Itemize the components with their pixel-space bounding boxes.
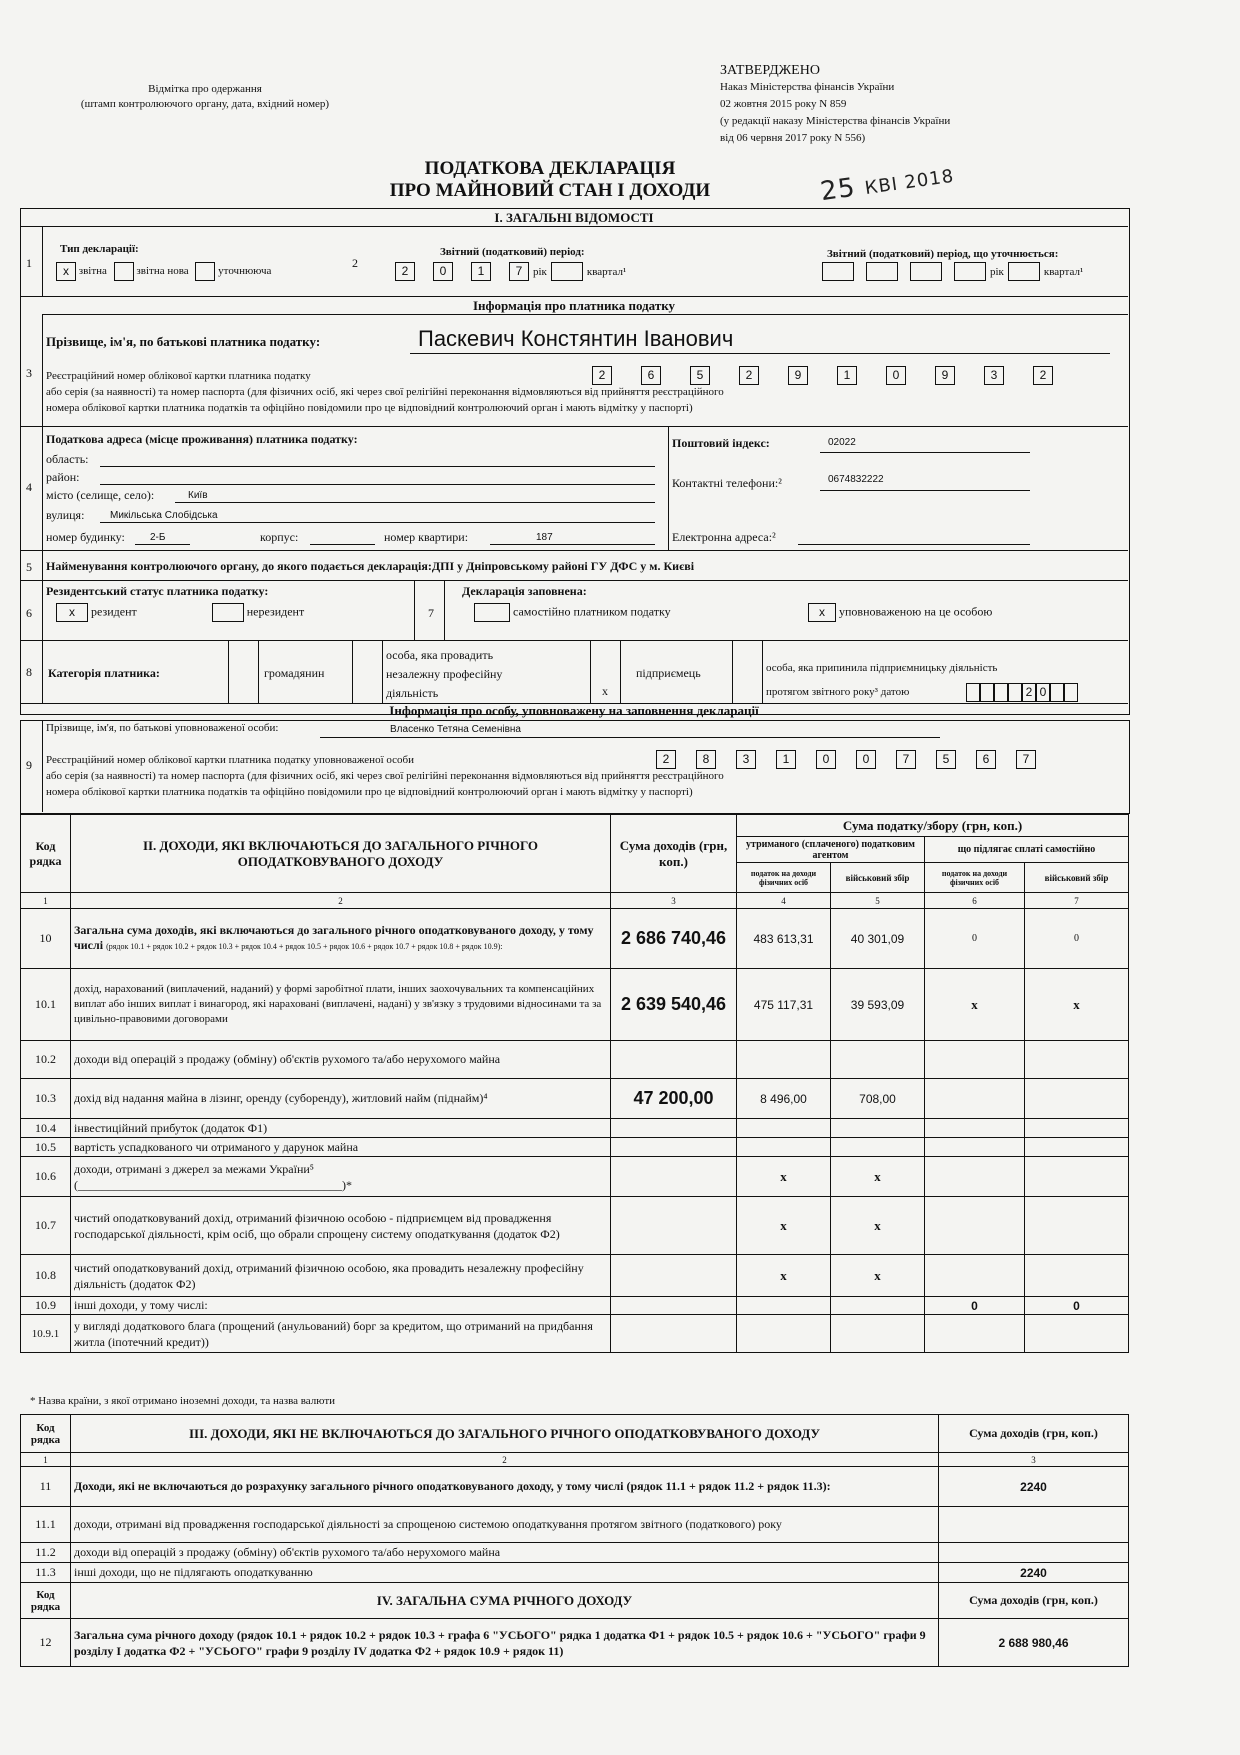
withheld-military-value[interactable]: 40 301,09 xyxy=(831,909,925,969)
withheld-military-value[interactable] xyxy=(831,1119,925,1138)
table-row xyxy=(21,1197,1129,1255)
row-number: 9 xyxy=(26,758,32,772)
column-number: 6 xyxy=(925,893,1025,909)
income-sum[interactable]: 47 200,00 xyxy=(611,1079,737,1119)
resident-checkbox[interactable]: х xyxy=(56,603,88,622)
withheld-pdfo-value[interactable]: 8 496,00 xyxy=(737,1079,831,1119)
row-number: 4 xyxy=(26,480,32,494)
row-text: чистий оподатковуваний дохід, отриманий фізичною особою - підприємцем від провадження господарської діяльності, крім осіб, що обрали спрощену систему оподаткування (додаток Ф2) xyxy=(71,1197,611,1255)
row-text: доходи, отримані від провадження господарської діяльності за спрощеною системою оподаткування протягом звітного (податкового) року xyxy=(71,1507,939,1543)
city-value[interactable]: Київ xyxy=(188,490,208,501)
nonresident-label: нерезидент xyxy=(246,604,305,619)
reg-digit-box[interactable]: 9 xyxy=(788,366,808,385)
reg-label-line: номера облікової картки платника податків та офіційно повідомили про це відповідний контролюючий орган і мають відмітку у паспорті) xyxy=(46,786,693,798)
row-code: 10.1 xyxy=(21,969,71,1041)
row-number: 1 xyxy=(26,256,32,270)
authorized-filled-option xyxy=(808,603,992,622)
income-sum[interactable] xyxy=(611,1197,737,1255)
self-military-value[interactable] xyxy=(1025,1157,1129,1197)
table-row xyxy=(21,1563,1129,1583)
self-pdfo-value[interactable]: 0 xyxy=(925,1297,1025,1315)
quarter-box[interactable] xyxy=(551,262,583,281)
row-note: (рядок 10.1 + рядок 10.2 + рядок 10.3 + рядок 10.4 + рядок 10.5 + рядок 10.6 + рядок 10.7 + рядок 10.8 + рядок 10.9): xyxy=(106,942,503,951)
reg-digit-box[interactable]: 2 xyxy=(592,366,612,385)
representative-reg-label xyxy=(46,752,724,800)
self-military-value[interactable]: 0 xyxy=(1025,1297,1129,1315)
approval-block xyxy=(720,62,950,147)
income-sum[interactable]: 2240 xyxy=(939,1467,1129,1507)
payer-info-title: Інформація про платника податку xyxy=(472,298,676,313)
withheld-pdfo-value[interactable]: х xyxy=(737,1197,831,1255)
reg-digit-box[interactable]: 0 xyxy=(856,750,876,769)
city-label: місто (селище, село): xyxy=(46,488,155,502)
row-description xyxy=(71,1157,611,1197)
row-code: 10.5 xyxy=(21,1138,71,1157)
self-military-value[interactable] xyxy=(1025,1315,1129,1353)
column-number: 3 xyxy=(939,1453,1129,1467)
clarified-year-box[interactable] xyxy=(910,262,942,281)
resident-options xyxy=(56,603,304,622)
self-pdfo-value[interactable] xyxy=(925,1255,1025,1297)
ceased-date-box[interactable] xyxy=(994,683,1008,702)
ceased-date-box[interactable] xyxy=(966,683,980,702)
self-pdfo-value[interactable] xyxy=(925,1079,1025,1119)
withheld-pdfo-value[interactable]: х xyxy=(737,1255,831,1297)
income-sum-header: Сума доходів (грн, коп.) xyxy=(939,1583,1129,1619)
income-sum[interactable]: 2240 xyxy=(939,1563,1129,1583)
ceased-date-box[interactable]: 0 xyxy=(1036,683,1050,702)
row-code: 10 xyxy=(21,909,71,969)
reg-digit-box[interactable]: 1 xyxy=(837,366,857,385)
withheld-military-value[interactable] xyxy=(831,1315,925,1353)
withheld-header: утриманого (сплаченого) податковим агентом xyxy=(737,837,925,863)
category-label: Категорія платника: xyxy=(48,666,160,680)
withheld-military-header: військовий збір xyxy=(831,863,925,893)
column-number: 1 xyxy=(21,1453,71,1467)
income-sum[interactable]: 2 639 540,46 xyxy=(611,969,737,1041)
received-date-stamp xyxy=(819,159,956,207)
row-code: 11 xyxy=(21,1467,71,1507)
apartment-value[interactable]: 187 xyxy=(536,532,553,543)
column-number: 3 xyxy=(611,893,737,909)
row-number: 5 xyxy=(26,560,32,574)
clarified-year-box[interactable] xyxy=(866,262,898,281)
table-row xyxy=(21,969,1129,1041)
document-title xyxy=(330,158,770,202)
section-3-title: III. ДОХОДИ, ЯКІ НЕ ВКЛЮЧАЮТЬСЯ ДО ЗАГАЛЬНОГО РІЧНОГО ОПОДАТКОВУВАНОГО ДОХОДУ xyxy=(71,1415,939,1453)
region-label: область: xyxy=(46,452,89,466)
row-text: доходи, отримані з джерел за межами України⁵ xyxy=(74,1161,314,1176)
row-text: інші доходи, у тому числі: xyxy=(71,1297,611,1315)
withheld-military-value[interactable]: 708,00 xyxy=(831,1079,925,1119)
withheld-pdfo-value[interactable]: х xyxy=(737,1157,831,1197)
code-header: Код рядка xyxy=(21,1415,71,1453)
payer-name-label: Прізвище, ім'я, по батькові платника податку: xyxy=(46,334,321,349)
column-number: 5 xyxy=(831,893,925,909)
row-text: доходи від операцій з продажу (обміну) об'єктів рухомого та/або нерухомого майна xyxy=(71,1041,611,1079)
self-pdfo-value[interactable] xyxy=(925,1197,1025,1255)
income-sum[interactable] xyxy=(611,1041,737,1079)
reg-digit-box[interactable]: 6 xyxy=(976,750,996,769)
reg-digit-box[interactable]: 2 xyxy=(739,366,759,385)
reg-label-line: або серія (за наявності) та номер паспорта (для фізичних осіб, які через свої релігійні переконання відмовляються від прийняття реєстраційного xyxy=(46,386,724,398)
self-pdfo-value[interactable]: 0 xyxy=(925,909,1025,969)
reg-digit-box[interactable]: 7 xyxy=(896,750,916,769)
self-pdfo-value[interactable] xyxy=(925,1138,1025,1157)
phone-label: Контактні телефони:² xyxy=(672,476,782,490)
stamp-note-line: Відмітка про одержання xyxy=(148,83,262,95)
table-row xyxy=(21,1315,1129,1353)
self-pay-header: що підлягає сплаті самостійно xyxy=(925,837,1129,863)
table-row xyxy=(21,1157,1129,1197)
income-sum[interactable] xyxy=(939,1507,1129,1543)
reg-digit-box[interactable]: 2 xyxy=(1033,366,1053,385)
reg-label-line: або серія (за наявності) та номер паспорта (для фізичних осіб, які через свої релігійні переконання відмовляються від прийняття реєстраційного xyxy=(46,770,724,782)
row-description xyxy=(71,909,611,969)
self-military-value[interactable]: 0 xyxy=(1025,909,1129,969)
order-line: (у редакції наказу Міністерства фінансів України xyxy=(720,115,951,127)
quarter-label: квартал¹ xyxy=(586,266,627,279)
tax-sum-header: Сума податку/збору (грн, коп.) xyxy=(737,815,1129,837)
row-code: 10.9.1 xyxy=(21,1315,71,1353)
row-text: доходи від операцій з продажу (обміну) об'єктів рухомого та/або нерухомого майна xyxy=(71,1543,939,1563)
code-header: Код рядка xyxy=(21,1583,71,1619)
reg-label-line: Реєстраційний номер облікової картки платника податку xyxy=(46,370,311,382)
declaration-type-label: Тип декларації: xyxy=(60,243,139,255)
row-code: 12 xyxy=(21,1619,71,1667)
self-military-value[interactable] xyxy=(1025,1041,1129,1079)
received-month-year: КВІ 2018 xyxy=(863,165,956,200)
ceased-date-box[interactable] xyxy=(1008,683,1022,702)
table-row xyxy=(21,1297,1129,1315)
row-text: дохід, нарахований (виплачений, наданий) у формі заробітної плати, інших заохочувальних та компенсаційних виплат або інших виплат і винагород, які нараховані (виплачені, надані) у зв'язку з трудовими відносинами та за цивільно-правовими договорами xyxy=(71,969,611,1041)
approved-label: ЗАТВЕРДЖЕНО xyxy=(720,63,820,78)
stamp-note-line: (штамп контролюючого органу, дата, вхідний номер) xyxy=(80,98,330,110)
total-annual-income[interactable]: 2 688 980,46 xyxy=(939,1619,1129,1667)
row-number: 7 xyxy=(428,606,434,620)
foreign-income-footnote: * Назва країни, з якої отримано іноземні доходи, та назва валюти xyxy=(30,1395,336,1407)
order-line: від 06 червня 2017 року N 556) xyxy=(720,132,866,144)
row-text: вартість успадкованого чи отриманого у дарунок майна xyxy=(71,1138,611,1157)
withheld-pdfo-value[interactable] xyxy=(737,1138,831,1157)
clarified-period-label: Звітний (податковий) період, що уточнюється: xyxy=(827,248,1059,260)
self-pdfo-value[interactable] xyxy=(925,1315,1025,1353)
row-text: Загальна сума річного доходу (рядок 10.1 + рядок 10.2 + рядок 10.3 + графа 6 "УСЬОГО" рядка 1 додатка Ф1 + рядок 10.5 + рядок 10.6 + "УСЬОГО" графи 9 розділу I додатка Ф2 + "УСЬОГО" графи 9 розділу IV додатка Ф2 + рядок 10.9 + рядок 11) xyxy=(71,1619,939,1667)
resident-label: резидент xyxy=(91,604,137,619)
withheld-military-value[interactable]: х xyxy=(831,1255,925,1297)
reporting-period-label: Звітний (податковий) період: xyxy=(440,246,585,258)
row-code: 11.1 xyxy=(21,1507,71,1543)
clarified-year-box[interactable] xyxy=(954,262,986,281)
income-sum-header: Сума доходів (грн, коп.) xyxy=(611,815,737,893)
ceased-activity-label: особа, яка припинила підприємницьку діяльність xyxy=(766,662,998,674)
row-code: 10.4 xyxy=(21,1119,71,1138)
withheld-military-value[interactable]: х xyxy=(831,1197,925,1255)
reporting-year-boxes xyxy=(395,262,626,281)
district-label: район: xyxy=(46,470,80,484)
income-sum[interactable] xyxy=(611,1138,737,1157)
year-label: рік xyxy=(533,266,547,279)
authority-value[interactable]: ДПІ у Дніпровському районі ГУ ДФС у м. Києві xyxy=(431,559,695,573)
self-pdfo-value[interactable] xyxy=(925,1041,1025,1079)
representative-reg-boxes xyxy=(656,750,1036,769)
representative-name-label: Прізвище, ім'я, по батькові уповноваженої особи: xyxy=(46,722,279,734)
section-3-table xyxy=(20,1414,1129,1667)
row-text: інші доходи, що не підлягають оподаткуванню xyxy=(71,1563,939,1583)
row-text: інвестиційний прибуток (додаток Ф1) xyxy=(71,1119,611,1138)
self-pdfo-value[interactable]: х xyxy=(925,969,1025,1041)
row-number: 8 xyxy=(26,665,32,679)
row-text: Доходи, які не включаються до розрахунку загального річного оподатковуваного доходу, у тому числі (рядок 11.1 + рядок 11.2 + рядок 11.3): xyxy=(71,1467,939,1507)
clarified-year-boxes xyxy=(822,262,1083,281)
street-label: вулиця: xyxy=(46,508,85,522)
ceased-date-box[interactable] xyxy=(1050,683,1064,702)
table-row xyxy=(21,1619,1129,1667)
withheld-military-value[interactable] xyxy=(831,1138,925,1157)
email-label: Електронна адреса:² xyxy=(672,530,776,544)
reg-digit-box[interactable]: 0 xyxy=(886,366,906,385)
withheld-pdfo-value[interactable]: 475 117,31 xyxy=(737,969,831,1041)
code-header: Код рядка xyxy=(21,815,71,893)
reg-digit-box[interactable]: 6 xyxy=(641,366,661,385)
declaration-type-options xyxy=(56,262,271,281)
withheld-military-value[interactable] xyxy=(831,1041,925,1079)
reg-digit-box[interactable]: 0 xyxy=(816,750,836,769)
self-filled-checkbox[interactable] xyxy=(474,603,510,622)
self-military-value[interactable]: х xyxy=(1025,969,1129,1041)
type-report-label: звітна xyxy=(78,265,107,278)
column-number: 2 xyxy=(71,893,611,909)
column-numbers-row xyxy=(21,1453,1129,1467)
self-military-value[interactable] xyxy=(1025,1138,1129,1157)
section-4-title: IV. ЗАГАЛЬНА СУМА РІЧНОГО ДОХОДУ xyxy=(71,1583,939,1619)
self-military-value[interactable] xyxy=(1025,1197,1129,1255)
self-filled-label: самостійно платником податку xyxy=(513,604,671,619)
order-line: Наказ Міністерства фінансів України xyxy=(720,81,895,93)
income-sum[interactable]: 2 686 740,46 xyxy=(611,909,737,969)
payer-name-value[interactable]: Паскевич Констянтин Іванович xyxy=(418,326,734,351)
reg-digit-box[interactable]: 5 xyxy=(936,750,956,769)
ceased-date-box[interactable] xyxy=(980,683,994,702)
row-note: (____________________________________________)* xyxy=(74,1177,352,1192)
section-2-title: II. ДОХОДИ, ЯКІ ВКЛЮЧАЮТЬСЯ ДО ЗАГАЛЬНОГО РІЧНОГО ОПОДАТКОВУВАНОГО ДОХОДУ xyxy=(71,815,611,893)
row-number: 2 xyxy=(352,256,358,270)
withheld-pdfo-value[interactable] xyxy=(737,1315,831,1353)
withheld-military-value[interactable] xyxy=(831,1297,925,1315)
authorized-filled-checkbox[interactable]: х xyxy=(808,603,836,622)
table-row xyxy=(21,1119,1129,1138)
row-number: 6 xyxy=(26,606,32,620)
postal-code-value[interactable]: 02022 xyxy=(828,437,856,448)
income-sum[interactable] xyxy=(939,1543,1129,1563)
column-number: 7 xyxy=(1025,893,1129,909)
income-sum[interactable] xyxy=(611,1255,737,1297)
quarter-label: квартал¹ xyxy=(1043,266,1084,279)
column-number: 2 xyxy=(71,1453,939,1467)
row-code: 10.9 xyxy=(21,1297,71,1315)
reg-digit-box[interactable]: 3 xyxy=(736,750,756,769)
representative-info-title: Інформація про особу, уповноважену на заповнення декларації xyxy=(389,703,759,718)
withheld-pdfo-value[interactable] xyxy=(737,1119,831,1138)
ceased-date-label: протягом звітного року³ датою xyxy=(766,686,910,698)
authorized-filled-label: уповноваженою на це особою xyxy=(839,604,993,619)
self-military-value[interactable] xyxy=(1025,1255,1129,1297)
row-number: 3 xyxy=(26,366,32,380)
table-row xyxy=(21,1079,1129,1119)
withheld-pdfo-value[interactable] xyxy=(737,1297,831,1315)
reg-digit-box[interactable]: 5 xyxy=(690,366,710,385)
withheld-pdfo-header: податок на доходи фізичних осіб xyxy=(737,863,831,893)
column-number: 4 xyxy=(737,893,831,909)
nonresident-checkbox[interactable] xyxy=(212,603,244,622)
column-number: 1 xyxy=(21,893,71,909)
section-1-title: І. ЗАГАЛЬНІ ВІДОМОСТІ xyxy=(494,210,654,225)
clarified-year-box[interactable] xyxy=(822,262,854,281)
self-pdfo-header: податок на доходи фізичних осіб xyxy=(925,863,1025,893)
table-row xyxy=(21,1138,1129,1157)
reg-digit-box[interactable]: 3 xyxy=(984,366,1004,385)
independent-activity-label: особа, яка провадить незалежну професійну діяльність xyxy=(386,648,503,700)
withheld-military-value[interactable]: х xyxy=(831,1157,925,1197)
income-sum-header: Сума доходів (грн, коп.) xyxy=(939,1415,1129,1453)
section-general-info xyxy=(20,208,1130,715)
postal-code-label: Поштовий індекс: xyxy=(672,436,770,450)
row-code: 10.8 xyxy=(21,1255,71,1297)
resident-status-label: Резидентський статус платника податку: xyxy=(46,584,269,598)
row-text: чистий оподатковуваний дохід, отриманий фізичною особою, яка провадить незалежну професійну діяльність (додаток Ф2) xyxy=(71,1255,611,1297)
row-code: 11.2 xyxy=(21,1543,71,1563)
row-code: 10.6 xyxy=(21,1157,71,1197)
phone-value[interactable]: 0674832222 xyxy=(828,474,884,485)
table-row xyxy=(21,1041,1129,1079)
order-line: 02 жовтня 2015 року N 859 xyxy=(720,98,847,110)
received-day: 25 xyxy=(818,172,858,208)
year-digit-box[interactable]: 0 xyxy=(433,262,453,281)
street-value[interactable]: Микільська Слобідська xyxy=(110,510,218,521)
clarified-quarter-box[interactable] xyxy=(1008,262,1040,281)
year-digit-box[interactable]: 7 xyxy=(509,262,529,281)
receipt-stamp-note xyxy=(50,82,360,112)
apartment-label: номер квартири: xyxy=(384,530,469,544)
self-pdfo-value[interactable] xyxy=(925,1157,1025,1197)
reg-digit-box[interactable]: 2 xyxy=(656,750,676,769)
section-2-table xyxy=(20,814,1129,1353)
self-military-value[interactable] xyxy=(1025,1119,1129,1138)
type-clarifying-checkbox[interactable] xyxy=(195,262,215,281)
reg-digit-box[interactable]: 7 xyxy=(1016,750,1036,769)
row-text: дохід від надання майна в лізинг, оренду (суборенду), житловий найм (піднайм)⁴ xyxy=(71,1079,611,1119)
title-line-1: ПОДАТКОВА ДЕКЛАРАЦІЯ xyxy=(424,158,676,179)
year-digit-box[interactable]: 1 xyxy=(471,262,491,281)
building-label: корпус: xyxy=(260,530,299,544)
reg-digit-box[interactable]: 1 xyxy=(776,750,796,769)
reg-digit-box[interactable]: 9 xyxy=(935,366,955,385)
ceased-date-boxes xyxy=(966,683,1078,702)
independent-activity-mark[interactable]: х xyxy=(602,684,608,698)
reg-label-line: Реєстраційний номер облікової картки платника податку уповноваженої особи xyxy=(46,754,415,766)
self-military-header: військовий збір xyxy=(1025,863,1129,893)
title-line-2: ПРО МАЙНОВИЙ СТАН І ДОХОДИ xyxy=(389,180,711,201)
table-row xyxy=(21,909,1129,969)
address-label: Податкова адреса (місце проживання) платника податку: xyxy=(46,432,358,446)
withheld-pdfo-value[interactable]: 483 613,31 xyxy=(737,909,831,969)
house-value[interactable]: 2-Б xyxy=(150,532,166,543)
table-row xyxy=(21,1467,1129,1507)
type-clarifying-label: уточнююча xyxy=(218,265,272,278)
income-sum[interactable] xyxy=(611,1119,737,1138)
representative-name-value[interactable]: Власенко Тетяна Семенівна xyxy=(390,724,521,735)
citizen-label: громадянин xyxy=(264,666,325,680)
filled-by-options xyxy=(474,603,671,622)
row-text: Загальна сума доходів, які включаються до загального річного оподатковуваного доходу, у тому числі xyxy=(74,923,594,952)
ceased-date-box[interactable]: 2 xyxy=(1022,683,1036,702)
income-sum[interactable] xyxy=(611,1297,737,1315)
type-new-report-label: звітна нова xyxy=(136,265,189,278)
row-code: 11.3 xyxy=(21,1563,71,1583)
type-report-checkbox[interactable]: х xyxy=(56,262,76,281)
year-digit-box[interactable]: 2 xyxy=(395,262,415,281)
filled-by-label: Декларація заповнена: xyxy=(462,584,587,598)
table-row xyxy=(21,1543,1129,1563)
house-label: номер будинку: xyxy=(46,530,125,544)
income-sum[interactable] xyxy=(611,1315,737,1353)
row-text: у вигляді додаткового блага (прощений (анульований) борг за кредитом, що отриманий на придбання житла (іпотечний кредит)) xyxy=(71,1315,611,1353)
withheld-pdfo-value[interactable] xyxy=(737,1041,831,1079)
table-row xyxy=(21,1255,1129,1297)
row-code: 10.2 xyxy=(21,1041,71,1079)
self-pdfo-value[interactable] xyxy=(925,1119,1025,1138)
self-military-value[interactable] xyxy=(1025,1079,1129,1119)
reg-label-line: номера облікової картки платника податків та офіційно повідомили про це відповідний контролюючий орган і мають відмітку у паспорті) xyxy=(46,402,693,414)
column-numbers-row xyxy=(21,893,1129,909)
reg-digit-box[interactable]: 8 xyxy=(696,750,716,769)
ceased-date-box[interactable] xyxy=(1064,683,1078,702)
authority-label: Найменування контролюючого органу, до якого подається декларація: xyxy=(46,559,432,573)
entrepreneur-label: підприємець xyxy=(636,666,701,680)
type-new-report-checkbox[interactable] xyxy=(114,262,134,281)
income-sum[interactable] xyxy=(611,1157,737,1197)
row-code: 10.3 xyxy=(21,1079,71,1119)
table-row xyxy=(21,1507,1129,1543)
payer-reg-number-boxes xyxy=(592,366,1053,385)
authority-row xyxy=(46,559,694,574)
year-label: рік xyxy=(990,266,1004,279)
withheld-military-value[interactable]: 39 593,09 xyxy=(831,969,925,1041)
row-code: 10.7 xyxy=(21,1197,71,1255)
